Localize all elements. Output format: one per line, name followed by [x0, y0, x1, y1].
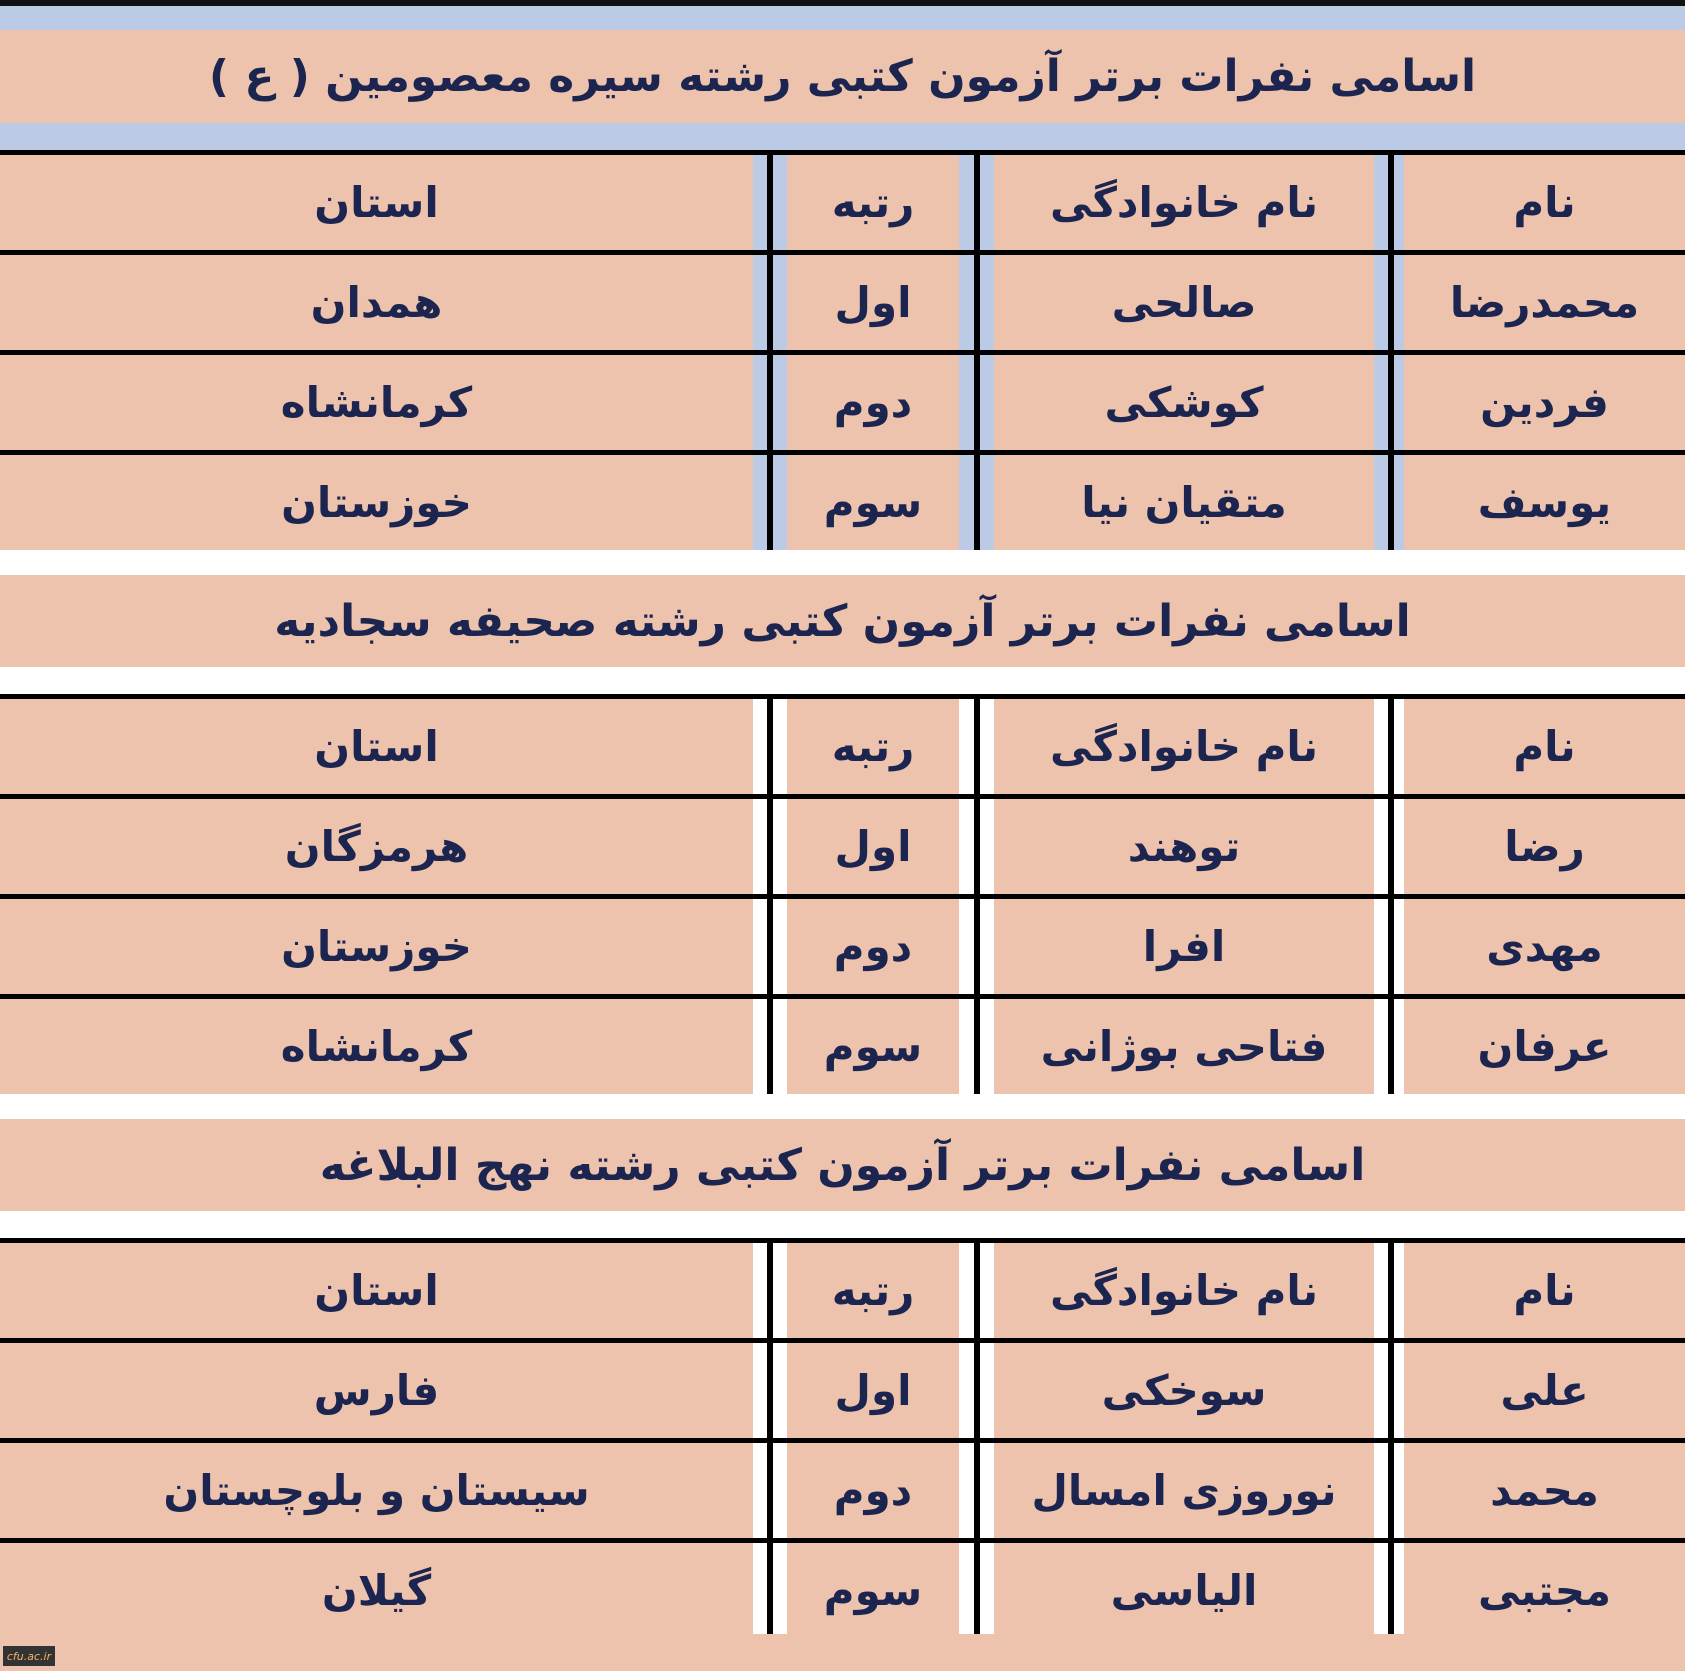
bottom-strip — [0, 1634, 1685, 1671]
band-divider — [0, 667, 1685, 694]
column-separator — [1374, 355, 1404, 450]
cell-province: هرمزگان — [0, 799, 753, 894]
column-separator — [753, 255, 787, 350]
column-separator — [753, 155, 787, 250]
cell-family: کوشکی — [994, 355, 1374, 450]
cell-province: کرمانشاه — [0, 355, 753, 450]
header-family: نام خانوادگی — [994, 155, 1374, 250]
cell-family: افرا — [994, 899, 1374, 994]
cell-rank: دوم — [787, 355, 959, 450]
results-table — [0, 694, 1685, 1099]
column-separator — [959, 1443, 994, 1538]
column-separator — [753, 799, 787, 894]
watermark-logo: cfu.ac.ir — [3, 1646, 55, 1666]
header-province: استان — [0, 699, 753, 794]
cell-rank: اول — [787, 799, 959, 894]
column-separator — [1374, 1443, 1404, 1538]
section-title: اسامی نفرات برتر آزمون کتبی رشته نهج البلاغه — [0, 1119, 1685, 1211]
section-title: اسامی نفرات برتر آزمون کتبی رشته صحیفه سجادیه — [0, 575, 1685, 667]
cell-province: همدان — [0, 255, 753, 350]
section-title: اسامی نفرات برتر آزمون کتبی رشته سیره معصومین ( ع ) — [0, 30, 1685, 123]
header-province: استان — [0, 155, 753, 250]
column-separator — [1374, 155, 1404, 250]
table-row — [0, 999, 1685, 1099]
cell-rank: سوم — [787, 455, 959, 550]
column-separator — [1374, 455, 1404, 550]
header-rank: رتبه — [787, 699, 959, 794]
cell-province: کرمانشاه — [0, 999, 753, 1094]
table-row — [0, 1543, 1685, 1643]
cell-family: توهند — [994, 799, 1374, 894]
cell-province: سیستان و بلوچستان — [0, 1443, 753, 1538]
cell-family: الیاسی — [994, 1543, 1374, 1638]
table-header-row — [0, 155, 1685, 255]
column-separator — [959, 355, 994, 450]
table-row — [0, 1443, 1685, 1543]
column-separator — [959, 799, 994, 894]
results-table — [0, 1238, 1685, 1643]
cell-province: خوزستان — [0, 899, 753, 994]
table-header-row — [0, 1243, 1685, 1343]
header-province: استان — [0, 1243, 753, 1338]
column-separator — [753, 1443, 787, 1538]
column-separator — [1374, 799, 1404, 894]
band-divider — [0, 6, 1685, 30]
cell-rank: سوم — [787, 1543, 959, 1638]
header-family: نام خانوادگی — [994, 699, 1374, 794]
cell-province: خوزستان — [0, 455, 753, 550]
column-separator — [959, 255, 994, 350]
column-separator — [753, 1243, 787, 1338]
cell-name: یوسف — [1404, 455, 1685, 550]
table-row — [0, 899, 1685, 999]
table-row — [0, 355, 1685, 455]
column-separator — [753, 1543, 787, 1638]
header-name: نام — [1404, 155, 1685, 250]
column-separator — [959, 1243, 994, 1338]
band-divider — [0, 1211, 1685, 1238]
table-row — [0, 255, 1685, 355]
cell-rank: دوم — [787, 1443, 959, 1538]
cell-name: مهدی — [1404, 899, 1685, 994]
cell-name: محمدرضا — [1404, 255, 1685, 350]
column-separator — [753, 1343, 787, 1438]
results-table — [0, 150, 1685, 555]
header-name: نام — [1404, 699, 1685, 794]
column-separator — [753, 699, 787, 794]
column-separator — [959, 699, 994, 794]
column-separator — [959, 155, 994, 250]
header-name: نام — [1404, 1243, 1685, 1338]
cell-rank: دوم — [787, 899, 959, 994]
column-separator — [753, 355, 787, 450]
cell-name: رضا — [1404, 799, 1685, 894]
cell-family: سوخکی — [994, 1343, 1374, 1438]
column-separator — [1374, 255, 1404, 350]
column-separator — [959, 1343, 994, 1438]
column-separator — [959, 1543, 994, 1638]
column-separator — [1374, 1543, 1404, 1638]
column-separator — [959, 899, 994, 994]
cell-province: فارس — [0, 1343, 753, 1438]
cell-family: فتاحی بوژانی — [994, 999, 1374, 1094]
column-separator — [753, 999, 787, 1094]
band-divider — [0, 123, 1685, 150]
cell-name: محمد — [1404, 1443, 1685, 1538]
column-separator — [959, 455, 994, 550]
cell-family: صالحی — [994, 255, 1374, 350]
table-header-row — [0, 699, 1685, 799]
cell-family: متقیان نیا — [994, 455, 1374, 550]
header-rank: رتبه — [787, 1243, 959, 1338]
column-separator — [753, 455, 787, 550]
column-separator — [1374, 1343, 1404, 1438]
band-divider — [0, 1094, 1685, 1119]
cell-name: فردین — [1404, 355, 1685, 450]
band-divider — [0, 550, 1685, 575]
header-family: نام خانوادگی — [994, 1243, 1374, 1338]
table-row — [0, 799, 1685, 899]
cell-rank: سوم — [787, 999, 959, 1094]
cell-family: نوروزی امسال — [994, 1443, 1374, 1538]
cell-name: عرفان — [1404, 999, 1685, 1094]
cell-name: علی — [1404, 1343, 1685, 1438]
column-separator — [1374, 1243, 1404, 1338]
column-separator — [1374, 699, 1404, 794]
column-separator — [959, 999, 994, 1094]
header-rank: رتبه — [787, 155, 959, 250]
table-row — [0, 455, 1685, 555]
cell-rank: اول — [787, 1343, 959, 1438]
table-row — [0, 1343, 1685, 1443]
cell-rank: اول — [787, 255, 959, 350]
cell-province: گیلان — [0, 1543, 753, 1638]
column-separator — [753, 899, 787, 994]
column-separator — [1374, 899, 1404, 994]
column-separator — [1374, 999, 1404, 1094]
cell-name: مجتبی — [1404, 1543, 1685, 1638]
